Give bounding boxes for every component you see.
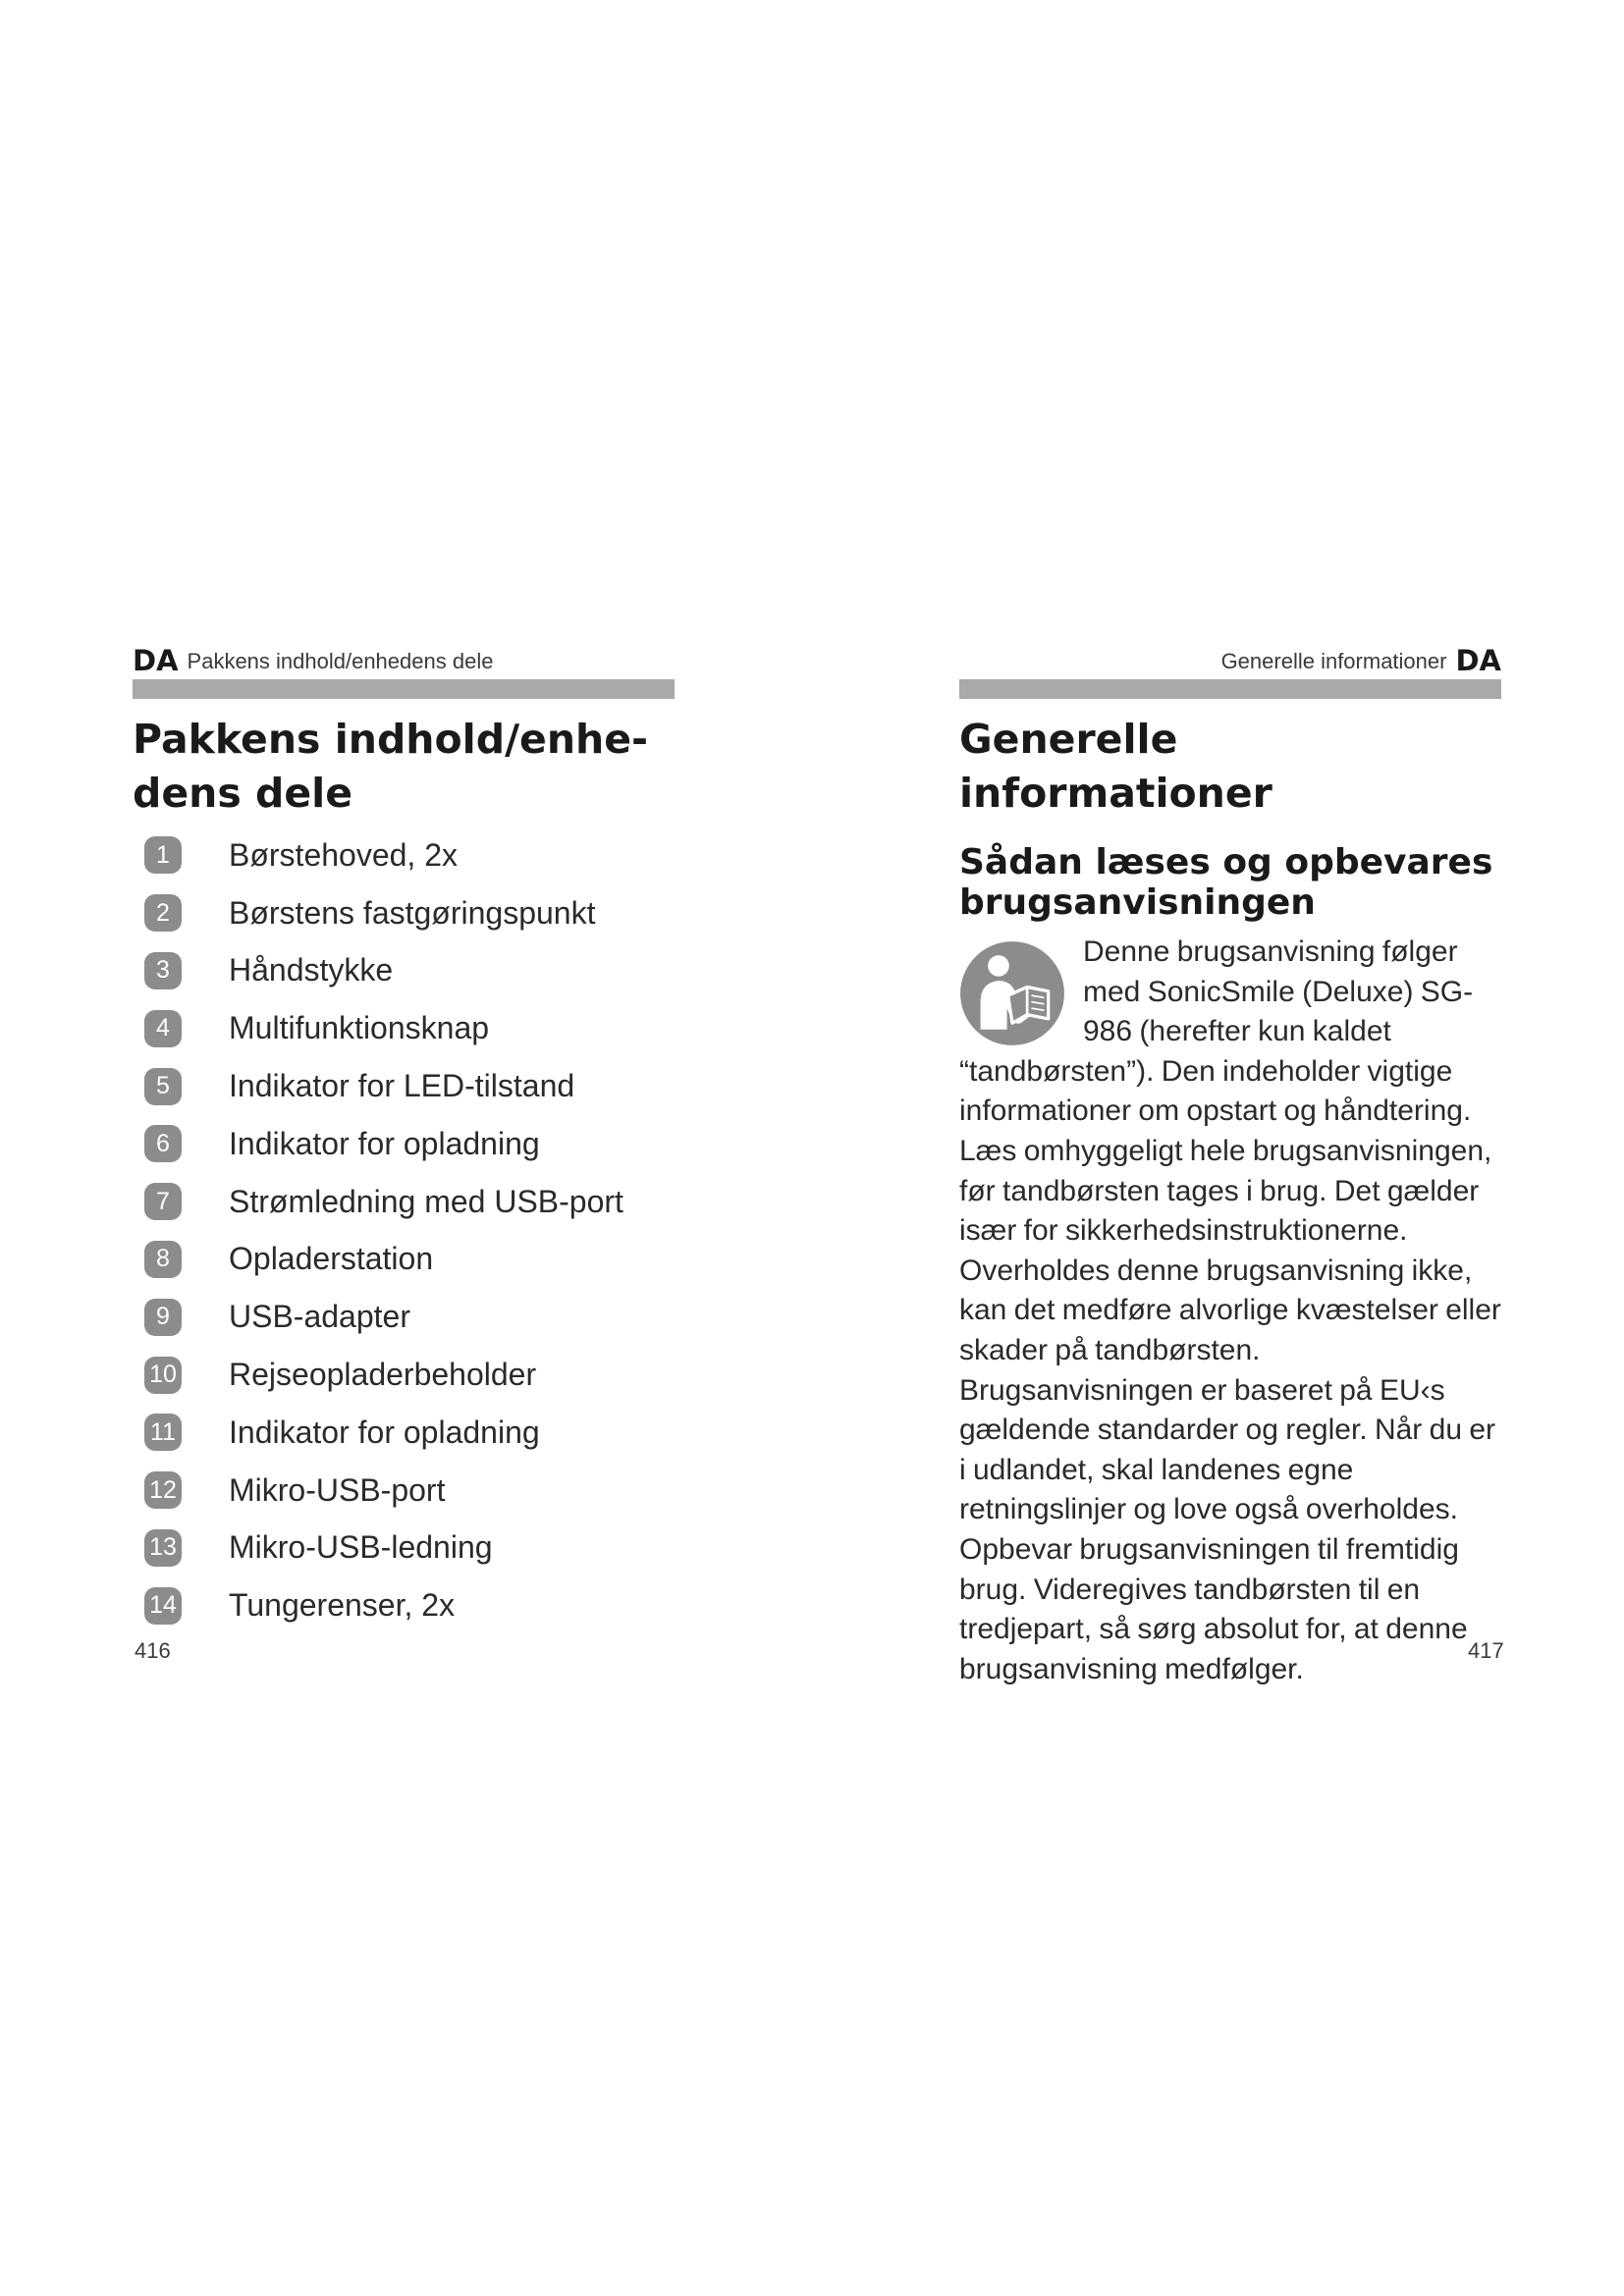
page-number-right: 417 xyxy=(1468,1638,1504,1663)
right-page xyxy=(959,628,1501,1689)
page-title-line-1: Pakkens indhold/enhe- xyxy=(133,716,649,763)
item-label: Børstehoved, 2x xyxy=(229,836,458,873)
item-label: Multifunktionsknap xyxy=(229,1010,490,1046)
item-number-badge: 6 xyxy=(144,1125,182,1162)
list-item xyxy=(133,827,675,884)
item-number-badge: 8 xyxy=(144,1241,182,1278)
read-manual-icon xyxy=(959,940,1065,1046)
list-item xyxy=(133,999,675,1057)
list-item xyxy=(133,1231,675,1289)
item-label: Mikro-USB-ledning xyxy=(229,1529,493,1566)
list-item xyxy=(133,1057,675,1115)
item-number-badge: 4 xyxy=(144,1010,182,1047)
list-item xyxy=(133,1576,675,1634)
list-item xyxy=(133,1462,675,1520)
item-label: Mikro-USB-port xyxy=(229,1471,446,1508)
running-header-title: Generelle informationer xyxy=(1220,648,1447,673)
item-label: Strømledning med USB-port xyxy=(229,1183,623,1219)
item-label: Rejseopladerbeholder xyxy=(229,1357,537,1393)
list-item xyxy=(133,1520,675,1577)
item-number-badge: 9 xyxy=(144,1299,182,1336)
item-label: Indikator for opladning xyxy=(229,1125,540,1161)
section-heading-line-1: Sådan læses og opbevares xyxy=(959,842,1493,882)
list-item xyxy=(133,1173,675,1231)
list-item xyxy=(133,1115,675,1173)
item-label: Børstens fastgøringspunkt xyxy=(229,894,596,931)
language-code: DA xyxy=(1455,644,1501,677)
item-number-badge: 1 xyxy=(144,836,182,874)
list-item xyxy=(133,1404,675,1462)
item-number-badge: 7 xyxy=(144,1183,182,1220)
item-number-badge: 10 xyxy=(144,1357,182,1394)
left-page xyxy=(133,628,675,1634)
header-rule xyxy=(133,679,675,699)
item-number-badge: 13 xyxy=(144,1529,182,1567)
page-title-line-2: dens dele xyxy=(133,770,353,817)
page-title xyxy=(133,713,675,821)
item-label: Indikator for opladning xyxy=(229,1414,540,1450)
section-heading-line-2: brugsanvisningen xyxy=(959,882,1316,923)
page-title: Generelle informationer xyxy=(959,716,1272,817)
item-label: Opladerstation xyxy=(229,1241,434,1277)
list-item xyxy=(133,942,675,1000)
language-code: DA xyxy=(133,644,179,677)
parts-list xyxy=(133,827,675,1634)
page-number-left: 416 xyxy=(135,1638,171,1663)
item-number-badge: 5 xyxy=(144,1068,182,1105)
item-number-badge: 11 xyxy=(144,1414,182,1451)
left-page-header xyxy=(133,628,675,675)
list-item xyxy=(133,1288,675,1346)
item-number-badge: 3 xyxy=(144,952,182,989)
running-header-title: Pakkens indhold/enhedens dele xyxy=(187,648,494,673)
item-label: Tungerenser, 2x xyxy=(229,1587,456,1624)
item-label: Håndstykke xyxy=(229,952,394,988)
item-label: Indikator for LED-tilstand xyxy=(229,1068,575,1104)
item-label: USB-adapter xyxy=(229,1299,410,1335)
list-item xyxy=(133,1346,675,1404)
body-paragraph: Denne brugsanvisning følger med SonicSmile (Deluxe) SG-986 (herefter kun kaldet “tandbørsten”). Den indeholder vigtige informationer om opstart og håndtering. Læs omhyggeligt hele brugsanvisningen, før tandbørsten tages i brug. Det gælder især for sikkerhedsinstruktionerne. Overholdes denne brugsanvisning ikke, kan det medføre alvorlige kvæstelser eller skader på tandbørsten. Brugsanvisningen er baseret på EU‹s gældende standarder og regler. Når du er i udlandet, skal landenes egne retningslinjer og love også overholdes. Opbevar brugsanvisningen til fremtidig brug. Videregives tandbørsten til en tredjepart, så sørg absolut for, at denne brugsanvisning medfølger. xyxy=(959,935,1501,1685)
list-item xyxy=(133,884,675,942)
header-rule xyxy=(959,679,1501,699)
section-heading xyxy=(959,842,1501,923)
item-number-badge: 2 xyxy=(144,894,182,932)
body-section xyxy=(959,933,1501,1689)
item-number-badge: 12 xyxy=(144,1471,182,1509)
right-page-header xyxy=(959,628,1501,675)
item-number-badge: 14 xyxy=(144,1587,182,1625)
